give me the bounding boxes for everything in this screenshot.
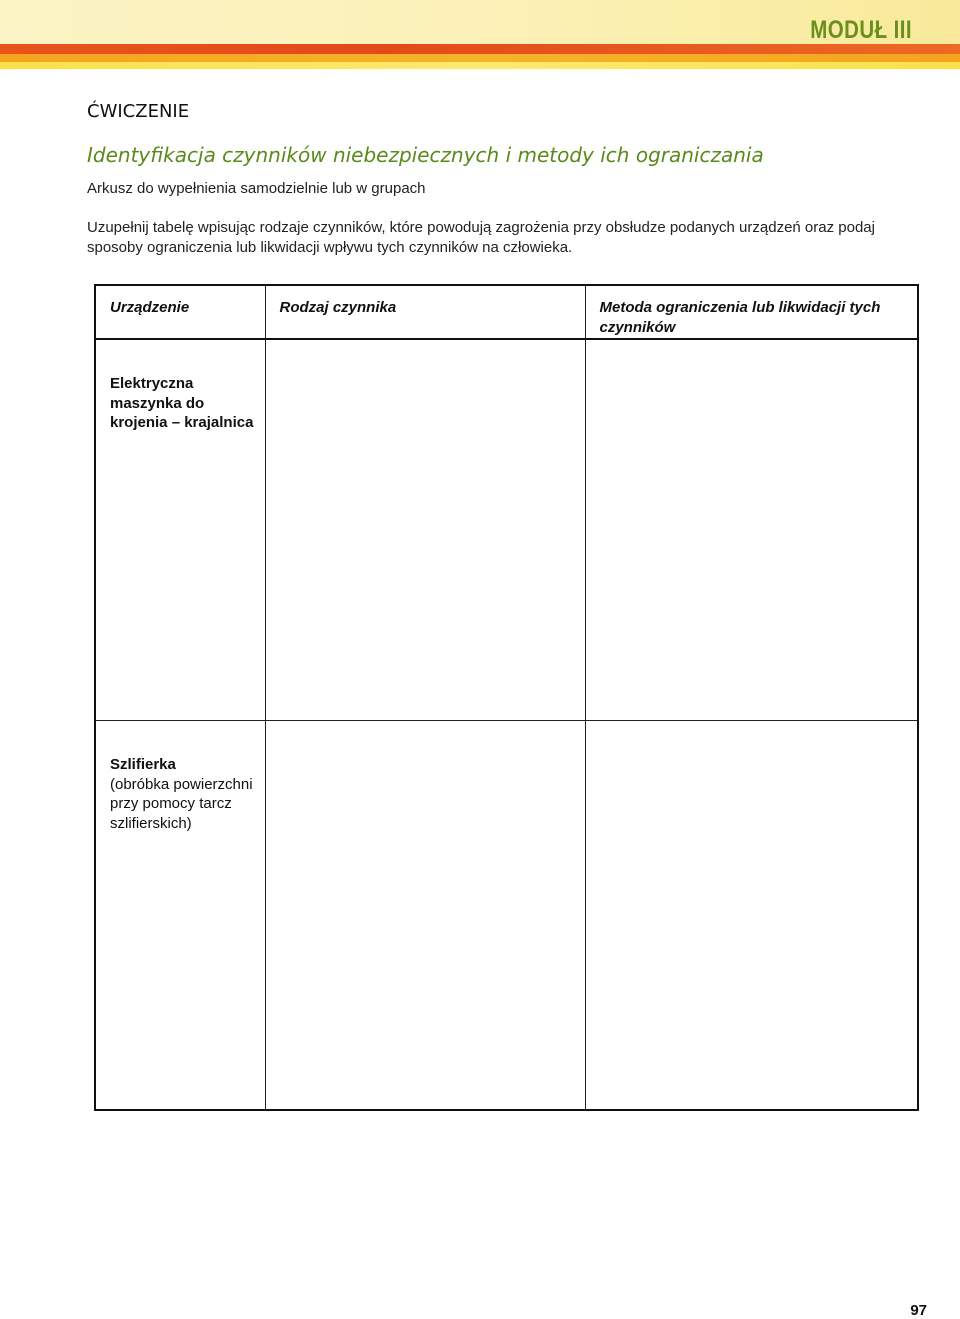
header-stripe-red <box>0 44 960 54</box>
header-method-label: Metoda ograniczenia lub likwidacji tych czynników <box>599 299 881 336</box>
exercise-title: Identyfikacja czynników niebezpiecznych i metody ich ograniczania <box>87 143 764 167</box>
device-name: Elektryczna maszynka do krojenia – krajalnica <box>110 375 254 431</box>
device-detail: (obróbka powierzchni przy pomocy tarcz szlifierskich) <box>110 775 253 832</box>
header-method <box>585 285 918 339</box>
device-cell <box>95 339 265 721</box>
worksheet-table <box>94 284 919 1111</box>
factor-answer-cell[interactable] <box>265 339 585 721</box>
method-answer-cell[interactable] <box>585 721 918 1111</box>
device-name: Szlifierka <box>110 756 176 773</box>
factor-answer-cell[interactable] <box>265 721 585 1111</box>
table-header-row <box>95 285 918 339</box>
method-answer-cell[interactable] <box>585 339 918 721</box>
header-device <box>95 285 265 339</box>
device-cell <box>95 721 265 1111</box>
header-stripe-yellow <box>0 62 960 69</box>
table-row <box>95 339 918 721</box>
exercise-heading: ĆWICZENIE <box>87 101 190 122</box>
exercise-instruction: Uzupełnij tabelę wpisując rodzaje czynników, które powodują zagrożenia przy obsłudze podanych urządzeń oraz podaj sposoby ograniczenia lub likwidacji wpływu tych czynników na człowieka. <box>87 219 875 256</box>
page-number: 97 <box>910 1302 927 1319</box>
table-row <box>95 721 918 1111</box>
header-factor-label: Rodzaj czynnika <box>279 299 397 316</box>
exercise-subtitle: Arkusz do wypełnienia samodzielnie lub w grupach <box>87 180 426 197</box>
header-stripe-orange <box>0 54 960 62</box>
header-device-label: Urządzenie <box>110 299 190 316</box>
header-factor <box>265 285 585 339</box>
module-label: MODUŁ III <box>810 16 912 44</box>
